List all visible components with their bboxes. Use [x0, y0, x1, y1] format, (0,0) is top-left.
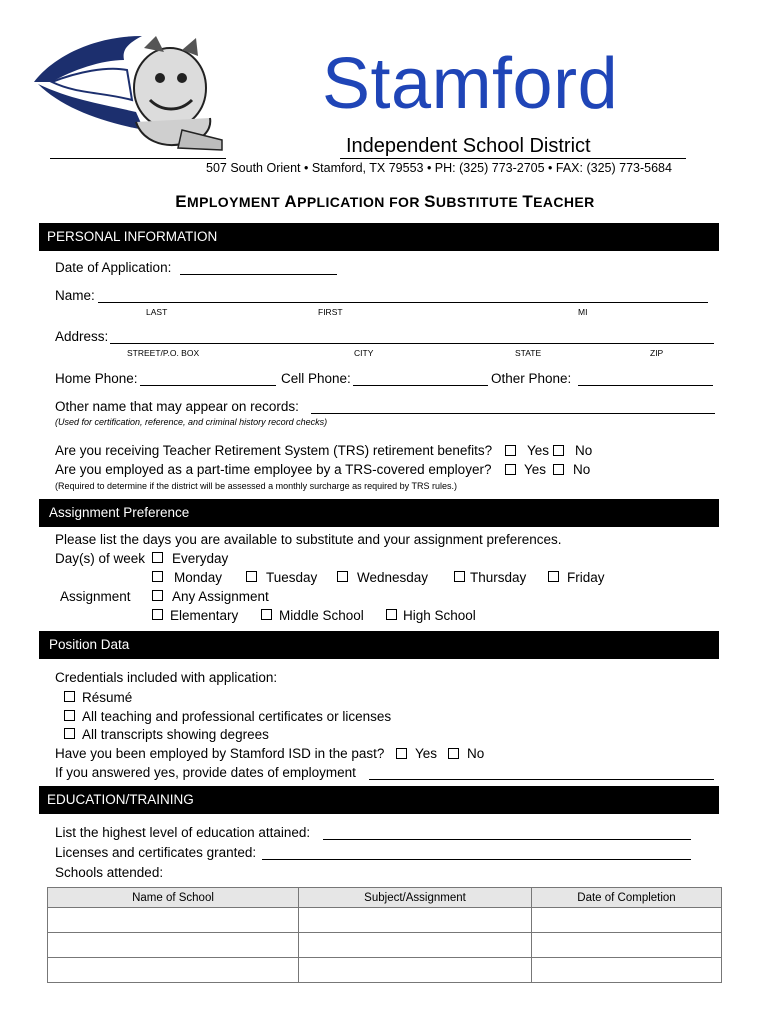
section-assignment-preference: Assignment Preference: [39, 499, 719, 527]
wednesday-checkbox[interactable]: [337, 571, 348, 582]
table-row: [48, 933, 722, 958]
trs-employer-question: Are you employed as a part-time employee by a TRS-covered employer?: [55, 462, 492, 477]
resume-checkbox[interactable]: [64, 691, 75, 702]
form-title: EMPLOYMENT APPLICATION FOR SUBSTITUTE TEACHER: [175, 192, 595, 211]
name-label: Name:: [55, 288, 95, 303]
table-row: [48, 908, 722, 933]
trs-retirement-no-label: No: [575, 443, 593, 458]
credentials-label: Credentials included with application:: [55, 670, 278, 685]
monday-checkbox[interactable]: [152, 571, 163, 582]
trs-employer-yes-checkbox[interactable]: [505, 464, 516, 475]
employment-dates-question: If you answered yes, provide dates of employment: [55, 765, 356, 780]
subject-cell[interactable]: [299, 958, 532, 983]
home-phone-field[interactable]: [140, 385, 276, 386]
section-education-training: EDUCATION/TRAINING: [39, 786, 719, 814]
licenses-label: Licenses and certificates granted:: [55, 845, 257, 860]
trs-employer-no-checkbox[interactable]: [553, 464, 564, 475]
wednesday-label: Wednesday: [357, 570, 429, 585]
address-field[interactable]: [110, 343, 714, 344]
certificates-label: All teaching and professional certificates or licenses: [82, 709, 392, 724]
employed-no-checkbox[interactable]: [448, 748, 459, 759]
licenses-field[interactable]: [262, 859, 691, 860]
high-school-label: High School: [403, 608, 476, 623]
thursday-checkbox[interactable]: [454, 571, 465, 582]
name-sub-first: FIRST: [318, 307, 343, 317]
cell-phone-label: Cell Phone:: [281, 371, 351, 386]
cell-phone-field[interactable]: [353, 385, 488, 386]
other-phone-field[interactable]: [578, 385, 713, 386]
completion-date-cell[interactable]: [532, 908, 722, 933]
days-of-week-label: Day(s) of week: [55, 551, 146, 566]
other-phone-label: Other Phone:: [491, 371, 572, 386]
section-personal-information: PERSONAL INFORMATION: [39, 223, 719, 251]
transcripts-checkbox[interactable]: [64, 728, 75, 739]
school-name-cell[interactable]: [48, 958, 299, 983]
trs-note: (Required to determine if the district will be assessed a monthly surcharge as required by TRS rules.): [55, 481, 458, 491]
assignment-label: Assignment: [60, 589, 131, 604]
trs-employer-yes-label: Yes: [524, 462, 547, 477]
any-assignment-checkbox[interactable]: [152, 590, 163, 601]
school-name-cell[interactable]: [48, 933, 299, 958]
name-sub-last: LAST: [146, 307, 168, 317]
everyday-checkbox[interactable]: [152, 552, 163, 563]
table-row: [48, 958, 722, 983]
school-name: Stamford: [322, 44, 619, 124]
address-sub-city: CITY: [354, 348, 374, 358]
district-address: 507 South Orient • Stamford, TX 79553 • PH: (325) 773-2705 • FAX: (325) 773-5684: [206, 161, 672, 175]
other-name-note: (Used for certification, reference, and criminal history record checks): [55, 417, 328, 427]
highest-education-field[interactable]: [323, 839, 691, 840]
thursday-label: Thursday: [470, 570, 527, 585]
elementary-checkbox[interactable]: [152, 609, 163, 620]
high-school-checkbox[interactable]: [386, 609, 397, 620]
certificates-checkbox[interactable]: [64, 710, 75, 721]
trs-retirement-yes-checkbox[interactable]: [505, 445, 516, 456]
bulldog-logo: [32, 30, 228, 152]
trs-retirement-question: Are you receiving Teacher Retirement System (TRS) retirement benefits?: [55, 443, 493, 458]
column-date-of-completion: Date of Completion: [532, 888, 722, 908]
schools-table-header: [48, 888, 722, 908]
tuesday-checkbox[interactable]: [246, 571, 257, 582]
name-field[interactable]: [98, 302, 708, 303]
middle-school-checkbox[interactable]: [261, 609, 272, 620]
date-of-application-field[interactable]: [180, 274, 337, 275]
highest-education-label: List the highest level of education attained:: [55, 825, 311, 840]
section-position-data: Position Data: [39, 631, 719, 659]
elementary-label: Elementary: [170, 608, 239, 623]
school-name-cell[interactable]: [48, 908, 299, 933]
employment-dates-field[interactable]: [369, 779, 714, 780]
subject-cell[interactable]: [299, 908, 532, 933]
monday-label: Monday: [174, 570, 223, 585]
column-subject-assignment: Subject/Assignment: [299, 888, 532, 908]
trs-retirement-yes-label: Yes: [527, 443, 550, 458]
completion-date-cell[interactable]: [532, 958, 722, 983]
schools-attended-label: Schools attended:: [55, 865, 164, 880]
employed-question: Have you been employed by Stamford ISD in the past?: [55, 746, 385, 761]
district-name: Independent School District: [346, 135, 591, 157]
resume-label: Résumé: [82, 690, 133, 705]
employed-yes-label: Yes: [415, 746, 438, 761]
address-sub-street: STREET/P.O. BOX: [127, 348, 200, 358]
friday-label: Friday: [567, 570, 605, 585]
schools-table: [47, 887, 722, 983]
employed-yes-checkbox[interactable]: [396, 748, 407, 759]
header-rule-right: [340, 158, 686, 159]
trs-retirement-no-checkbox[interactable]: [553, 445, 564, 456]
other-name-label: Other name that may appear on records:: [55, 399, 299, 414]
completion-date-cell[interactable]: [532, 933, 722, 958]
address-label: Address:: [55, 329, 109, 344]
trs-employer-no-label: No: [573, 462, 591, 477]
column-name-of-school: Name of School: [48, 888, 299, 908]
date-of-application-label: Date of Application:: [55, 260, 172, 275]
other-name-field[interactable]: [311, 413, 715, 414]
name-sub-mi: MI: [578, 307, 588, 317]
everyday-label: Everyday: [172, 551, 229, 566]
any-assignment-label: Any Assignment: [172, 589, 269, 604]
transcripts-label: All transcripts showing degrees: [82, 727, 269, 742]
address-sub-zip: ZIP: [650, 348, 664, 358]
address-sub-state: STATE: [515, 348, 542, 358]
header-rule-left: [50, 158, 226, 159]
tuesday-label: Tuesday: [266, 570, 318, 585]
middle-school-label: Middle School: [279, 608, 364, 623]
friday-checkbox[interactable]: [548, 571, 559, 582]
subject-cell[interactable]: [299, 933, 532, 958]
home-phone-label: Home Phone:: [55, 371, 138, 386]
employed-no-label: No: [467, 746, 485, 761]
assignment-intro: Please list the days you are available to substitute and your assignment preferences.: [55, 532, 562, 547]
